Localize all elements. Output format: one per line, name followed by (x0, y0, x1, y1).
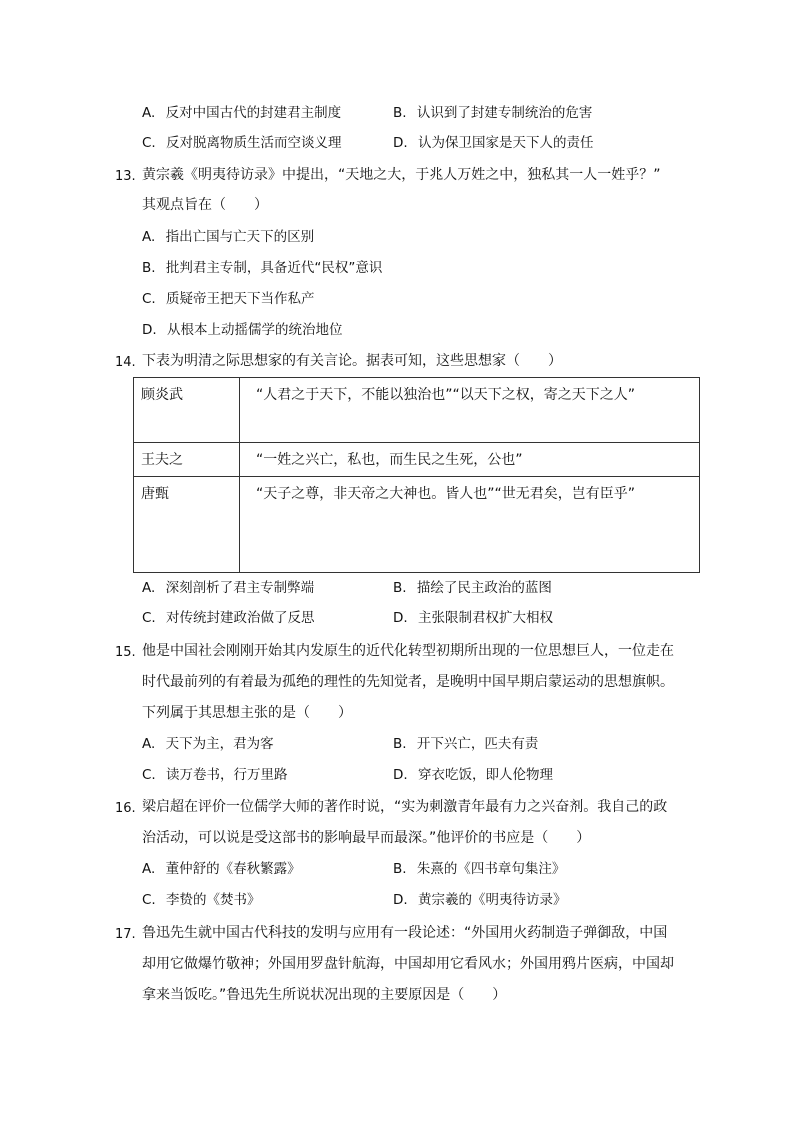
thinker-name: 王夫之 (134, 443, 240, 477)
q16-option-a[interactable] (142, 860, 301, 878)
option-text: 李贽的《焚书》 (166, 892, 261, 908)
option-key: B. (393, 580, 407, 596)
option-text: 董仲舒的《春秋繁露》 (165, 861, 301, 877)
option-text: 从根本上动摇儒学的统治地位 (166, 322, 343, 338)
q15-option-c[interactable] (142, 766, 288, 784)
option-text: 描绘了民主政治的蓝图 (416, 580, 552, 596)
q16-option-c[interactable] (142, 891, 261, 909)
option-key: D. (393, 135, 408, 151)
option-key: C. (142, 892, 156, 908)
q12-option-c[interactable] (142, 134, 342, 152)
q12-option-a[interactable] (142, 104, 341, 122)
q13-option-a[interactable] (142, 228, 314, 246)
table-row (134, 378, 700, 443)
q17-stem-line3: 拿来当饭吃。”鲁迅先生所说状况出现的主要原因是（ ） (142, 987, 507, 1003)
option-text: 反对脱离物质生活而空谈义理 (166, 135, 342, 151)
q14-option-a[interactable] (142, 579, 314, 597)
option-key: C. (142, 610, 156, 626)
q17-stem-line1: 鲁迅先生就中国古代科技的发明与应用有一段论述：“外国用火药制造子弹御敌，中国 (142, 925, 668, 941)
q15-stem-line3: 下列属于其思想主张的是（ ） (142, 705, 352, 721)
q15-option-a[interactable] (142, 735, 274, 753)
option-text: 读万卷书，行万里路 (166, 767, 288, 783)
q13-stem-line1: 黄宗羲《明夷待访录》中提出，“天地之大，于兆人万姓之中，独私其一人一姓乎？” (142, 167, 661, 183)
q15-option-d[interactable] (393, 766, 553, 784)
q15-stem-line1: 他是中国社会刚刚开始其内发原生的近代化转型初期所出现的一位思想巨人，一位走在 (142, 643, 674, 659)
q15-stem-line2: 时代最前列的有着最为孤绝的理性的先知觉者，是晚明中国早期启蒙运动的思想旗帜。 (142, 674, 674, 690)
q14-stem: 下表为明清之际思想家的有关言论。据表可知，这些思想家（ ） (142, 353, 562, 369)
option-text: 批判君主专制，具备近代“民权”意识 (165, 260, 383, 276)
thinker-quote: “一姓之兴亡，私也，而生民之生死，公也” (240, 443, 700, 477)
q14-option-c[interactable] (142, 609, 315, 627)
q14-option-d[interactable] (393, 609, 553, 627)
q16-stem-line1: 梁启超在评价一位儒学大师的著作时说，“实为刺激青年最有力之兴奋剂。我自己的政 (142, 799, 668, 815)
q15-number: 15. (115, 645, 136, 660)
option-text: 认识到了封建专制统治的危害 (416, 105, 593, 121)
option-text: 黄宗羲的《明夷待访录》 (417, 892, 567, 908)
option-key: D. (393, 610, 408, 626)
q13-stem-line2: 其观点旨在（ ） (142, 197, 268, 213)
q17-number: 17. (115, 927, 136, 942)
option-key: D. (142, 322, 157, 338)
thinker-name: 顾炎武 (134, 378, 240, 443)
option-text: 对传统封建政治做了反思 (166, 610, 315, 626)
option-text: 深刻剖析了君主专制弊端 (165, 580, 315, 596)
option-key: A. (142, 736, 156, 752)
option-key: D. (393, 892, 408, 908)
table-row (134, 477, 700, 573)
option-key: A. (142, 105, 156, 121)
q14-number: 14. (115, 355, 136, 370)
q14-option-b[interactable] (393, 579, 552, 597)
q12-option-b[interactable] (393, 104, 592, 122)
option-text: 认为保卫国家是天下人的责任 (417, 135, 594, 151)
option-key: C. (142, 135, 156, 151)
q13-number: 13. (115, 169, 136, 184)
option-key: B. (393, 861, 407, 877)
option-key: B. (393, 105, 407, 121)
thinker-quote: “天子之尊，非天帝之大神也。皆人也”“世无君矣，岂有臣乎” (240, 477, 700, 573)
option-key: B. (142, 260, 156, 276)
thinker-name: 唐甄 (134, 477, 240, 573)
option-key: D. (393, 767, 408, 783)
option-text: 反对中国古代的封建君主制度 (165, 105, 342, 121)
q16-stem-line2: 治活动，可以说是受这部书的影响最早而最深。”他评价的书应是（ ） (142, 830, 591, 846)
table-row (134, 443, 700, 477)
q12-option-d[interactable] (393, 134, 593, 152)
q16-option-b[interactable] (393, 860, 565, 878)
option-text: 指出亡国与亡天下的区别 (165, 229, 315, 245)
option-text: 穿衣吃饭，即人伦物理 (417, 767, 553, 783)
option-key: A. (142, 580, 156, 596)
option-text: 主张限制君权扩大相权 (417, 610, 553, 626)
q16-option-d[interactable] (393, 891, 566, 909)
q14-quote-table (133, 377, 700, 573)
option-key: C. (142, 767, 156, 783)
option-key: C. (142, 291, 156, 307)
option-key: A. (142, 861, 156, 877)
option-text: 质疑帝王把天下当作私产 (166, 291, 315, 307)
option-key: B. (393, 736, 407, 752)
q16-number: 16. (115, 801, 136, 816)
option-key: A. (142, 229, 156, 245)
option-text: 天下为主，君为客 (165, 736, 274, 752)
option-text: 朱熹的《四书章句集注》 (416, 861, 566, 877)
q13-option-b[interactable] (142, 259, 382, 277)
q13-option-d[interactable] (142, 321, 342, 339)
option-text: 开下兴亡，匹夫有责 (416, 736, 539, 752)
q15-option-b[interactable] (393, 735, 538, 753)
q17-stem-line2: 却用它做爆竹敬神；外国用罗盘针航海，中国却用它看风水；外国用鸦片医病，中国却 (142, 956, 674, 972)
thinker-quote: “人君之于天下，不能以独治也”“以天下之权，寄之天下之人” (240, 378, 700, 443)
q13-option-c[interactable] (142, 290, 315, 308)
